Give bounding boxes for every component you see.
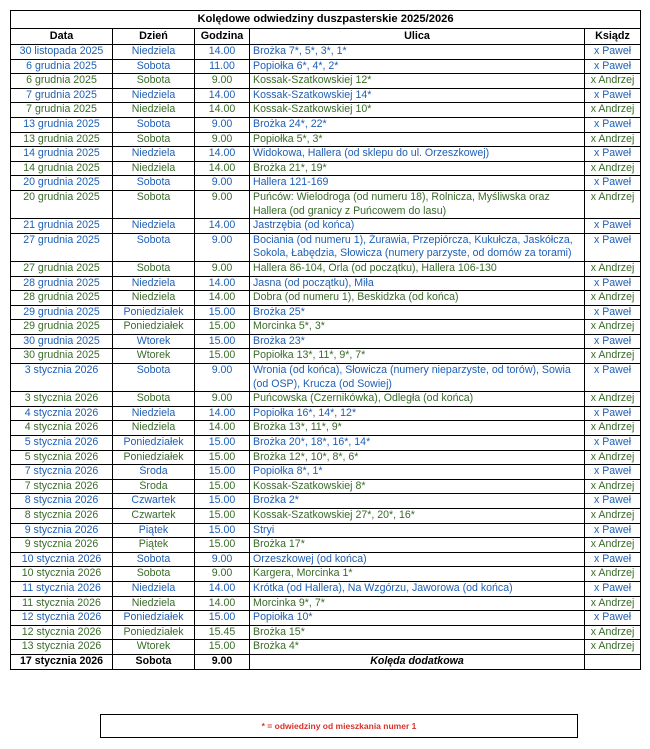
date-cell: 29 grudnia 2025 xyxy=(11,320,113,335)
table-row xyxy=(11,261,641,276)
time-cell: 15.00 xyxy=(195,479,250,494)
day-cell: Środa xyxy=(113,479,195,494)
date-cell: 9 stycznia 2026 xyxy=(11,523,113,538)
table-row xyxy=(11,176,641,191)
priest-cell: x Andrzej xyxy=(585,291,641,306)
day-cell: Poniedziałek xyxy=(113,450,195,465)
table-row xyxy=(11,305,641,320)
day-cell: Poniedziałek xyxy=(113,320,195,335)
street-cell: Brożka 21*, 19* xyxy=(250,161,585,176)
table-row xyxy=(11,465,641,480)
priest-cell: x Andrzej xyxy=(585,74,641,89)
priest-cell: x Paweł xyxy=(585,465,641,480)
footnote-text: * = odwiedziny od mieszkania numer 1 xyxy=(261,721,417,731)
header-time: Godzina xyxy=(195,29,250,45)
day-cell: Niedziela xyxy=(113,276,195,291)
table-row xyxy=(11,161,641,176)
day-cell: Niedziela xyxy=(113,406,195,421)
street-cell: Orzeszkowej (od końca) xyxy=(250,552,585,567)
street-cell: Jasna (od początku), Miła xyxy=(250,276,585,291)
header-date: Data xyxy=(11,29,113,45)
visits-table xyxy=(10,10,641,670)
table-row xyxy=(11,117,641,132)
time-cell: 9.00 xyxy=(195,261,250,276)
day-cell: Niedziela xyxy=(113,88,195,103)
time-cell: 15.00 xyxy=(195,611,250,626)
street-cell: Kossak-Szatkowskiej 14* xyxy=(250,88,585,103)
time-cell: 9.00 xyxy=(195,132,250,147)
time-cell: 14.00 xyxy=(195,406,250,421)
priest-cell: x Paweł xyxy=(585,305,641,320)
date-cell: 7 stycznia 2026 xyxy=(11,465,113,480)
street-cell: Dobra (od numeru 1), Beskidzka (od końca) xyxy=(250,291,585,306)
table-row xyxy=(11,450,641,465)
day-cell: Sobota xyxy=(113,567,195,582)
time-cell: 14.00 xyxy=(195,147,250,162)
date-cell: 30 grudnia 2025 xyxy=(11,349,113,364)
street-cell: Morcinka 9*, 7* xyxy=(250,596,585,611)
date-cell: 11 stycznia 2026 xyxy=(11,596,113,611)
time-cell: 15.00 xyxy=(195,349,250,364)
priest-cell: x Paweł xyxy=(585,364,641,392)
priest-cell: x Paweł xyxy=(585,45,641,60)
time-cell: 14.00 xyxy=(195,103,250,118)
priest-cell: x Paweł xyxy=(585,276,641,291)
day-cell: Piątek xyxy=(113,538,195,553)
priest-cell: x Paweł xyxy=(585,523,641,538)
time-cell: 14.00 xyxy=(195,596,250,611)
priest-cell: x Andrzej xyxy=(585,596,641,611)
table-row xyxy=(11,479,641,494)
day-cell: Sobota xyxy=(113,261,195,276)
time-cell: 9.00 xyxy=(195,654,250,669)
priest-cell: x Andrzej xyxy=(585,349,641,364)
priest-cell: x Andrzej xyxy=(585,132,641,147)
priest-cell: x Andrzej xyxy=(585,261,641,276)
time-cell: 14.00 xyxy=(195,219,250,234)
time-cell: 9.00 xyxy=(195,190,250,218)
table-row xyxy=(11,406,641,421)
priest-cell: x Andrzej xyxy=(585,103,641,118)
day-cell: Niedziela xyxy=(113,421,195,436)
date-cell: 30 grudnia 2025 xyxy=(11,334,113,349)
table-row xyxy=(11,509,641,524)
priest-cell: x Andrzej xyxy=(585,450,641,465)
day-cell: Sobota xyxy=(113,233,195,261)
date-cell: 10 stycznia 2026 xyxy=(11,567,113,582)
priest-cell: x Andrzej xyxy=(585,625,641,640)
date-cell: 20 grudnia 2025 xyxy=(11,176,113,191)
table-row xyxy=(11,596,641,611)
street-cell: Morcinka 5*, 3* xyxy=(250,320,585,335)
street-cell: Kargera, Morcinka 1* xyxy=(250,567,585,582)
date-cell: 7 grudnia 2025 xyxy=(11,103,113,118)
time-cell: 15.00 xyxy=(195,436,250,451)
date-cell: 13 stycznia 2026 xyxy=(11,640,113,655)
street-cell: Brożka 24*, 22* xyxy=(250,117,585,132)
street-cell: Kossak-Szatkowskiej 27*, 20*, 16* xyxy=(250,509,585,524)
date-cell: 30 listopada 2025 xyxy=(11,45,113,60)
date-cell: 3 stycznia 2026 xyxy=(11,364,113,392)
street-cell: Stryi xyxy=(250,523,585,538)
street-cell: Popiołka 10* xyxy=(250,611,585,626)
day-cell: Niedziela xyxy=(113,291,195,306)
header-day: Dzień xyxy=(113,29,195,45)
date-cell: 27 grudnia 2025 xyxy=(11,233,113,261)
priest-cell: x Andrzej xyxy=(585,161,641,176)
day-cell: Piątek xyxy=(113,523,195,538)
day-cell: Sobota xyxy=(113,552,195,567)
time-cell: 14.00 xyxy=(195,161,250,176)
day-cell: Wtorek xyxy=(113,334,195,349)
date-cell: 6 grudnia 2025 xyxy=(11,59,113,74)
time-cell: 15.45 xyxy=(195,625,250,640)
day-cell: Sobota xyxy=(113,190,195,218)
table-row xyxy=(11,88,641,103)
day-cell: Poniedziałek xyxy=(113,611,195,626)
date-cell: 5 stycznia 2026 xyxy=(11,450,113,465)
priest-cell: x Andrzej xyxy=(585,392,641,407)
street-cell: Brożka 25* xyxy=(250,305,585,320)
table-row xyxy=(11,349,641,364)
date-cell: 4 stycznia 2026 xyxy=(11,421,113,436)
priest-cell: x Paweł xyxy=(585,88,641,103)
table-body xyxy=(11,45,641,670)
priest-cell: x Paweł xyxy=(585,219,641,234)
time-cell: 14.00 xyxy=(195,88,250,103)
priest-cell: x Andrzej xyxy=(585,509,641,524)
street-cell: Widokowa, Hallera (od sklepu do ul. Orzeszkowej) xyxy=(250,147,585,162)
priest-cell: x Paweł xyxy=(585,436,641,451)
date-cell: 7 grudnia 2025 xyxy=(11,88,113,103)
date-cell: 29 grudnia 2025 xyxy=(11,305,113,320)
table-row xyxy=(11,219,641,234)
header-priest: Ksiądz xyxy=(585,29,641,45)
street-cell: Popiołka 8*, 1* xyxy=(250,465,585,480)
day-cell: Sobota xyxy=(113,117,195,132)
time-cell: 14.00 xyxy=(195,276,250,291)
street-cell: Popiołka 13*, 11*, 9*, 7* xyxy=(250,349,585,364)
table-row xyxy=(11,640,641,655)
street-cell: Puńców: Wielodroga (od numeru 18), Rolnicza, Myśliwska oraz Hallera (od granicy z Puńcowem do lasu) xyxy=(250,190,585,218)
table-row xyxy=(11,334,641,349)
priest-cell: x Andrzej xyxy=(585,320,641,335)
time-cell: 15.00 xyxy=(195,509,250,524)
priest-cell: x Paweł xyxy=(585,494,641,509)
time-cell: 15.00 xyxy=(195,334,250,349)
street-cell: Brożka 23* xyxy=(250,334,585,349)
date-cell: 12 stycznia 2026 xyxy=(11,625,113,640)
header-row xyxy=(11,29,641,45)
time-cell: 15.00 xyxy=(195,538,250,553)
day-cell: Wtorek xyxy=(113,349,195,364)
priest-cell: x Paweł xyxy=(585,406,641,421)
day-cell: Sobota xyxy=(113,654,195,669)
street-cell: Brożka 15* xyxy=(250,625,585,640)
date-cell: 14 grudnia 2025 xyxy=(11,147,113,162)
day-cell: Środa xyxy=(113,465,195,480)
day-cell: Niedziela xyxy=(113,103,195,118)
day-cell: Sobota xyxy=(113,132,195,147)
priest-cell: x Paweł xyxy=(585,552,641,567)
date-cell: 21 grudnia 2025 xyxy=(11,219,113,234)
table-row xyxy=(11,147,641,162)
street-cell: Puńcowska (Czernikówka), Odległa (od końca) xyxy=(250,392,585,407)
time-cell: 11.00 xyxy=(195,59,250,74)
table-row xyxy=(11,625,641,640)
street-cell: Kossak-Szatkowskiej 10* xyxy=(250,103,585,118)
street-cell: Kossak-Szatkowskiej 12* xyxy=(250,74,585,89)
day-cell: Sobota xyxy=(113,176,195,191)
table-row xyxy=(11,291,641,306)
table-row xyxy=(11,233,641,261)
day-cell: Niedziela xyxy=(113,581,195,596)
day-cell: Sobota xyxy=(113,392,195,407)
priest-cell: x Paweł xyxy=(585,147,641,162)
day-cell: Niedziela xyxy=(113,45,195,60)
street-cell: Brożka 13*, 11*, 9* xyxy=(250,421,585,436)
time-cell: 14.00 xyxy=(195,581,250,596)
footnote-box xyxy=(100,714,578,738)
street-cell: Popiołka 16*, 14*, 12* xyxy=(250,406,585,421)
priest-cell: x Paweł xyxy=(585,59,641,74)
table-row xyxy=(11,276,641,291)
date-cell: 13 grudnia 2025 xyxy=(11,132,113,147)
date-cell: 3 stycznia 2026 xyxy=(11,392,113,407)
time-cell: 9.00 xyxy=(195,233,250,261)
table-row xyxy=(11,567,641,582)
time-cell: 14.00 xyxy=(195,291,250,306)
table-row xyxy=(11,364,641,392)
street-cell: Hallera 86-104, Orla (od początku), Hallera 106-130 xyxy=(250,261,585,276)
table-row xyxy=(11,523,641,538)
title-row xyxy=(11,11,641,29)
time-cell: 9.00 xyxy=(195,176,250,191)
priest-cell: x Paweł xyxy=(585,233,641,261)
priest-cell: x Paweł xyxy=(585,117,641,132)
table-row xyxy=(11,190,641,218)
table-row xyxy=(11,74,641,89)
priest-cell xyxy=(585,654,641,669)
time-cell: 15.00 xyxy=(195,640,250,655)
time-cell: 9.00 xyxy=(195,552,250,567)
day-cell: Poniedziałek xyxy=(113,625,195,640)
priest-cell: x Paweł xyxy=(585,611,641,626)
time-cell: 9.00 xyxy=(195,117,250,132)
schedule-document xyxy=(10,10,640,670)
date-cell: 9 stycznia 2026 xyxy=(11,538,113,553)
street-cell: Bociania (od numeru 1), Żurawia, Przepiórcza, Kukułcza, Jaskółcza, Sokola, Łabędzia, Słowicza (numery parzyste, od domów za torami) xyxy=(250,233,585,261)
street-cell: Hallera 121-169 xyxy=(250,176,585,191)
day-cell: Poniedziałek xyxy=(113,305,195,320)
street-cell: Brożka 12*, 10*, 8*, 6* xyxy=(250,450,585,465)
date-cell: 12 stycznia 2026 xyxy=(11,611,113,626)
street-cell: Kolęda dodatkowa xyxy=(250,654,585,669)
time-cell: 15.00 xyxy=(195,494,250,509)
table-row xyxy=(11,552,641,567)
date-cell: 6 grudnia 2025 xyxy=(11,74,113,89)
street-cell: Krótka (od Hallera), Na Wzgórzu, Jaworowa (od końca) xyxy=(250,581,585,596)
table-row xyxy=(11,611,641,626)
table-row xyxy=(11,320,641,335)
day-cell: Niedziela xyxy=(113,596,195,611)
date-cell: 8 stycznia 2026 xyxy=(11,509,113,524)
priest-cell: x Andrzej xyxy=(585,567,641,582)
date-cell: 27 grudnia 2025 xyxy=(11,261,113,276)
priest-cell: x Paweł xyxy=(585,334,641,349)
street-cell: Brożka 7*, 5*, 3*, 1* xyxy=(250,45,585,60)
time-cell: 9.00 xyxy=(195,74,250,89)
day-cell: Poniedziałek xyxy=(113,436,195,451)
time-cell: 15.00 xyxy=(195,465,250,480)
street-cell: Kossak-Szatkowskiej 8* xyxy=(250,479,585,494)
priest-cell: x Andrzej xyxy=(585,421,641,436)
priest-cell: x Andrzej xyxy=(585,640,641,655)
table-row xyxy=(11,59,641,74)
day-cell: Sobota xyxy=(113,74,195,89)
table-title: Kolędowe odwiedziny duszpasterskie 2025/2026 xyxy=(11,11,641,29)
date-cell: 28 grudnia 2025 xyxy=(11,291,113,306)
date-cell: 14 grudnia 2025 xyxy=(11,161,113,176)
date-cell: 5 stycznia 2026 xyxy=(11,436,113,451)
street-cell: Brożka 2* xyxy=(250,494,585,509)
time-cell: 14.00 xyxy=(195,45,250,60)
day-cell: Niedziela xyxy=(113,161,195,176)
date-cell: 8 stycznia 2026 xyxy=(11,494,113,509)
table-row xyxy=(11,421,641,436)
priest-cell: x Andrzej xyxy=(585,190,641,218)
street-cell: Brożka 4* xyxy=(250,640,585,655)
day-cell: Sobota xyxy=(113,59,195,74)
time-cell: 15.00 xyxy=(195,305,250,320)
street-cell: Jastrzębia (od końca) xyxy=(250,219,585,234)
time-cell: 15.00 xyxy=(195,523,250,538)
date-cell: 28 grudnia 2025 xyxy=(11,276,113,291)
day-cell: Czwartek xyxy=(113,494,195,509)
date-cell: 17 stycznia 2026 xyxy=(11,654,113,669)
time-cell: 9.00 xyxy=(195,567,250,582)
header-street: Ulica xyxy=(250,29,585,45)
priest-cell: x Paweł xyxy=(585,176,641,191)
table-row xyxy=(11,392,641,407)
table-row xyxy=(11,436,641,451)
date-cell: 7 stycznia 2026 xyxy=(11,479,113,494)
date-cell: 13 grudnia 2025 xyxy=(11,117,113,132)
table-row xyxy=(11,132,641,147)
street-cell: Wronia (od końca), Słowicza (numery nieparzyste, od torów), Sowia (od OSP), Krucza (od Sowiej) xyxy=(250,364,585,392)
day-cell: Niedziela xyxy=(113,147,195,162)
table-row xyxy=(11,581,641,596)
table-row xyxy=(11,103,641,118)
time-cell: 14.00 xyxy=(195,421,250,436)
time-cell: 9.00 xyxy=(195,392,250,407)
date-cell: 11 stycznia 2026 xyxy=(11,581,113,596)
street-cell: Popiołka 6*, 4*, 2* xyxy=(250,59,585,74)
day-cell: Czwartek xyxy=(113,509,195,524)
table-row xyxy=(11,538,641,553)
day-cell: Wtorek xyxy=(113,640,195,655)
day-cell: Sobota xyxy=(113,364,195,392)
date-cell: 20 grudnia 2025 xyxy=(11,190,113,218)
table-row xyxy=(11,45,641,60)
day-cell: Niedziela xyxy=(113,219,195,234)
street-cell: Brożka 20*, 18*, 16*, 14* xyxy=(250,436,585,451)
priest-cell: x Andrzej xyxy=(585,538,641,553)
time-cell: 9.00 xyxy=(195,364,250,392)
table-row xyxy=(11,654,641,669)
street-cell: Brożka 17* xyxy=(250,538,585,553)
priest-cell: x Andrzej xyxy=(585,479,641,494)
priest-cell: x Paweł xyxy=(585,581,641,596)
time-cell: 15.00 xyxy=(195,450,250,465)
table-row xyxy=(11,494,641,509)
time-cell: 15.00 xyxy=(195,320,250,335)
street-cell: Popiołka 5*, 3* xyxy=(250,132,585,147)
date-cell: 4 stycznia 2026 xyxy=(11,406,113,421)
date-cell: 10 stycznia 2026 xyxy=(11,552,113,567)
